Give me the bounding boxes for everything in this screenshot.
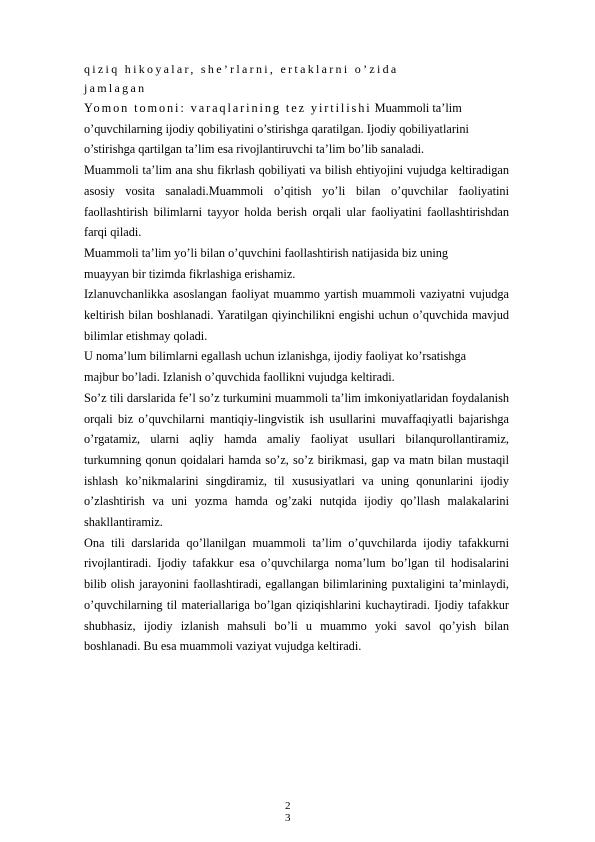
- page-number-digit: 3: [285, 812, 291, 824]
- text-line: muvaffaqiyatli bajarishga o’rgatamiz, ularni aqliy hamda amaliy faoliyat: [84, 411, 509, 447]
- text-line: Muammoli ta’lim yo’li bilan o’quvchini faollashtirish natijasida biz uning: [84, 245, 449, 260]
- paragraph-1: [84, 98, 509, 160]
- paragraph-4: [84, 284, 509, 346]
- text-line: Muammoli ta’lim ana shu fikrlash qobiliyati va bilish ehtiyojini vujudga: [84, 163, 447, 178]
- paragraph-3: [84, 243, 509, 284]
- paragraph-6: [84, 388, 509, 533]
- heading-line-1: qiziq hikoyalar, she’rlarni, ertaklarni o’zida: [84, 62, 399, 76]
- paragraph-5: [84, 346, 509, 387]
- text-line: keltiradi.: [317, 639, 362, 654]
- text-line: U noma’lum bilimlarni egallash uchun izlanishga, ijodiy faoliyat ko’rsatishga: [84, 349, 467, 364]
- text-line: birikmasi, gap va matn bilan mustaqil ishlash ko’nikmalarini singdiramiz, til: [84, 452, 510, 488]
- text-line: yoki savol qo’yish bilan boshlanadi. Bu esa muammoli vaziyat vujudga: [84, 618, 509, 654]
- text-line: o’stirishga qartilgan ta’lim esa rivojlantiruvchi ta’lim bo’lib sanaladi.: [84, 142, 425, 157]
- text-line: vujudga keltirish bilan boshlanadi. Yaratilgan qiyinchilikni engishi uchun: [84, 287, 509, 323]
- text-line: faollashtirishdan farqi qiladi.: [84, 204, 509, 240]
- text-line: keltiradigan asosiy vosita sanaladi.Muammoli o’qitish yo’li bilan o’quvchilar: [84, 163, 509, 198]
- text-line: usullari bilanqurollantiramiz, turkumning qonun qoidalari hamda so’z, so’z: [84, 432, 509, 467]
- text-line: Ona tili darslarida qo’llanilgan muammoli ta’lim o’quvchilarda ijodiy tafakkurni: [84, 535, 509, 550]
- text-line: Izlanuvchanlikka asoslangan faoliyat muammo yartish muammoli vaziyatni: [84, 287, 465, 302]
- document-body: [84, 60, 509, 657]
- lead-phrase: Yomon tomoni: varaqlarining tez yirtilishi: [84, 101, 372, 115]
- text-line: o’quvchida mavjud bilimlar etishmay qoladi.: [84, 308, 510, 343]
- text-line: kuchaytiradi. Ijodiy tafakkur shubhasiz, ijodiy izlanish mahsuli bo’li u muammo: [84, 597, 509, 633]
- text-line: So’z tili darslarida fe’l so’z turkumini muammoli ta’lim imkoniyatlaridan: [84, 390, 449, 405]
- text-line: majbur bo’ladi. Izlanish o’quvchida faollikni vujudga keltiradi.: [84, 370, 395, 385]
- text-line: muayyan bir tizimda fikrlashiga erishamiz.: [84, 266, 296, 281]
- text-line: og’zaki nutqida ijodiy qo’llash malakalarini shakllantiramiz.: [84, 494, 509, 530]
- page-number: [285, 800, 297, 824]
- heading: [84, 60, 509, 98]
- text-line: foydalanish orqali biz o’quvchilarni mantiqiy-lingvistik ish usullarini: [84, 390, 509, 426]
- text-line: xususiyatlari va uning qonunlarini ijodiy o’zlashtirish va uni yozma hamda: [84, 473, 509, 509]
- text-line: hodisalarini bilib olish jarayonini faollashtiradi, egallangan bilimlarining: [84, 556, 509, 592]
- text-line: o’quvchilarning ijodiy qobiliyatini o’stirishga qaratilgan. Ijodiy qobiliyatlarini: [84, 121, 469, 136]
- heading-line-2: jamlagan: [84, 81, 147, 95]
- page-number-digit: 2: [285, 800, 291, 812]
- text-line: rivojlantiradi. Ijodiy tafakkur esa o’quvchilarga noma’lum bo’lgan til: [84, 556, 446, 571]
- text-line: faoliyatini faollashtirish bilimlarni tayyor holda berish orqali ular faoliyatini: [84, 183, 509, 219]
- text-line: puxtaligini ta’minlaydi, o’quvchilarning til materiallariga bo’lgan qiziqishlarini: [84, 577, 509, 612]
- text-line: Muammoli ta’lim: [371, 101, 462, 115]
- paragraph-2: [84, 160, 509, 243]
- paragraph-7: [84, 533, 509, 657]
